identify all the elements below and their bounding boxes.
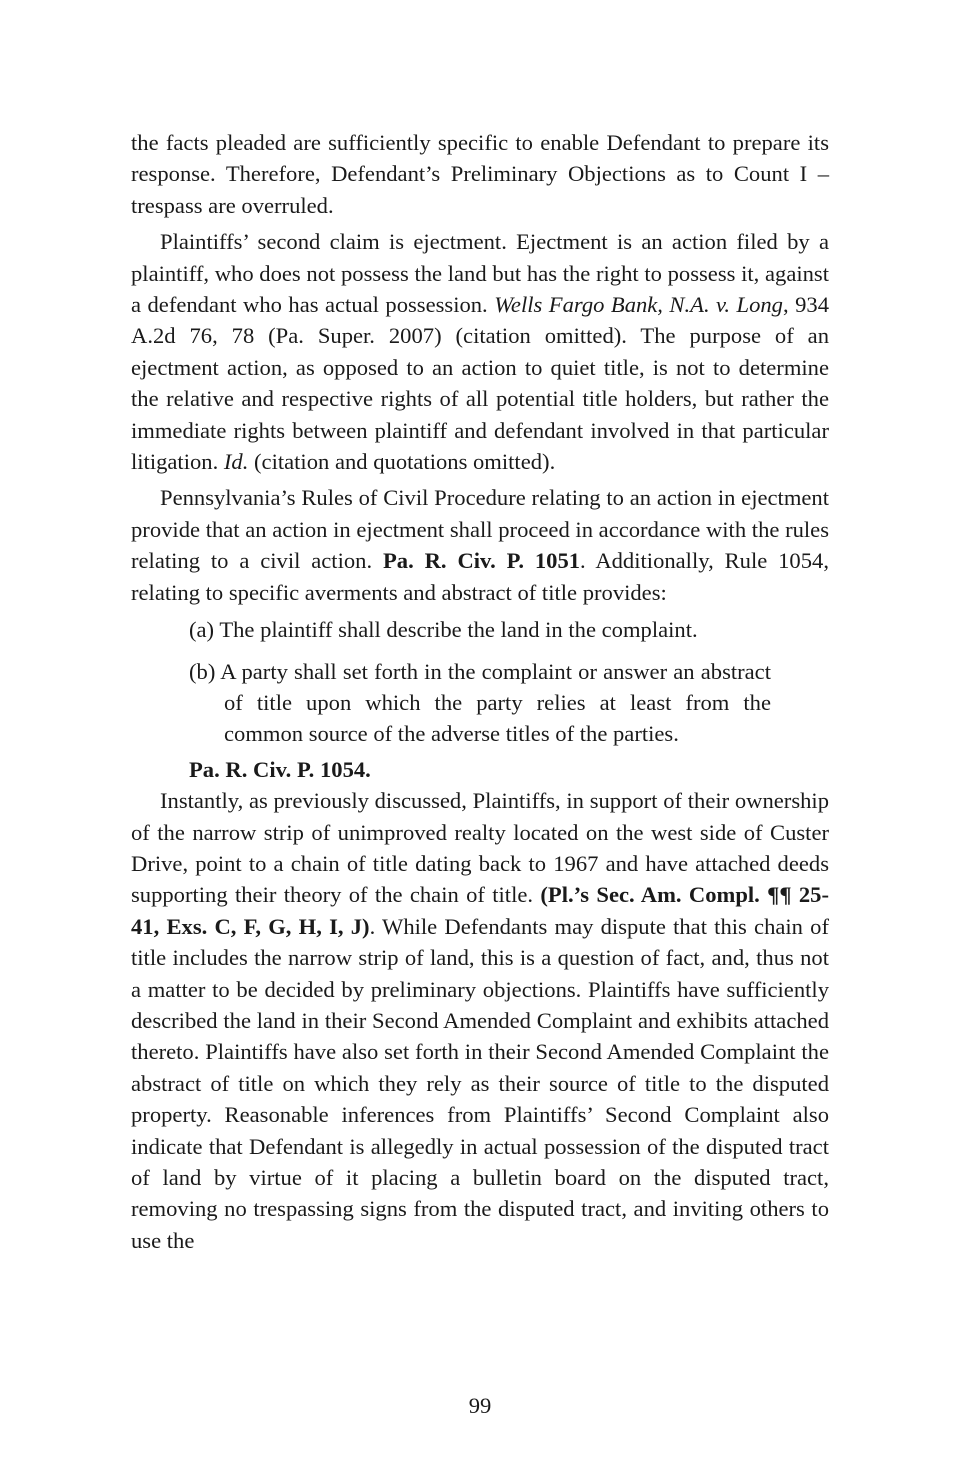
rule-citation: Pa. R. Civ. P. 1051 — [382, 548, 581, 574]
document-page — [131, 127, 829, 1256]
text-run: , 934 A.2d 76, 78 (Pa. Super. 2007) (citation omitted). The purpose of an ejectment action, as opposed to an action to quiet title, is not to determine the relative and respective rights of all potential title holders, but rather the immediate rights between plaintiff and defendant involved in that particular litigation. — [131, 292, 829, 475]
quote-item-b: (b) A party shall set forth in the complaint or answer an abstract of title upon which the party relies at least from the common source of the adverse titles of the parties. — [189, 658, 771, 747]
text-run: (citation and quotations omitted). — [248, 449, 556, 475]
paragraph-rules — [131, 482, 829, 608]
paragraph-continuation: the facts pleaded are sufficiently specific to enable Defendant to prepare its response. Therefore, Defendant’s Preliminary Objections as to Count I – trespass are overruled. — [131, 130, 829, 218]
text-run: Plaintiffs’ second claim is ejectment. Ejectment is an action filed by a plaintiff, who does not possess the land but has the right to possess it, against a defendant who has actual possession. — [131, 229, 829, 318]
page-number: 99 — [468, 1393, 492, 1418]
quote-citation: Pa. R. Civ. P. 1054. — [189, 756, 371, 782]
text-run: Instantly, as previously discussed, Plaintiffs, in support of their ownership of the narrow strip of unimproved realty located on the west side of Custer Drive, point to a chain of title dating back to 1967 and have attached deeds supporting their theory of the chain of title. — [131, 788, 829, 908]
quote-item-a: (a) The plaintiff shall describe the land in the complaint. — [189, 617, 698, 643]
case-citation: Wells Fargo Bank, N.A. v. Long — [494, 292, 783, 318]
text-run: Pennsylvania’s Rules of Civil Procedure relating to an action in ejectment provide that an action in ejectment shall proceed in accordance with the rules relating to a civil action. — [131, 485, 829, 574]
complaint-citation: (Pl.’s Sec. Am. Compl. ¶¶ 25-41, Exs. C, F, G, H, I, J) — [131, 882, 830, 939]
block-quote — [189, 614, 771, 750]
text-run: . Additionally, Rule 1054, relating to specific averments and abstract of title provides: — [131, 548, 829, 605]
paragraph-ejectment-claim — [131, 226, 829, 477]
text-run: . While Defendants may dispute that this chain of title includes the narrow strip of land, this is a question of fact, and, thus not a matter to be decided by preliminary objections. Plaintiffs have sufficiently described the land in their Second Amended Complaint and exhibits attached thereto. Plaintiffs have also set forth in their Second Amended Complaint the abstract of title on which they rely as their source of title to the disputed property. Reasonable inferences from Plaintiffs’ Second Complaint also indicate that Defendant is allegedly in actual possession of the disputed tract of land by virtue of it placing a bulletin board on the disputed tract, removing no trespassing signs from the disputed tract, and inviting others to use the — [131, 913, 829, 1253]
id-citation: Id. — [223, 449, 249, 475]
paragraph-instantly — [131, 785, 829, 1256]
